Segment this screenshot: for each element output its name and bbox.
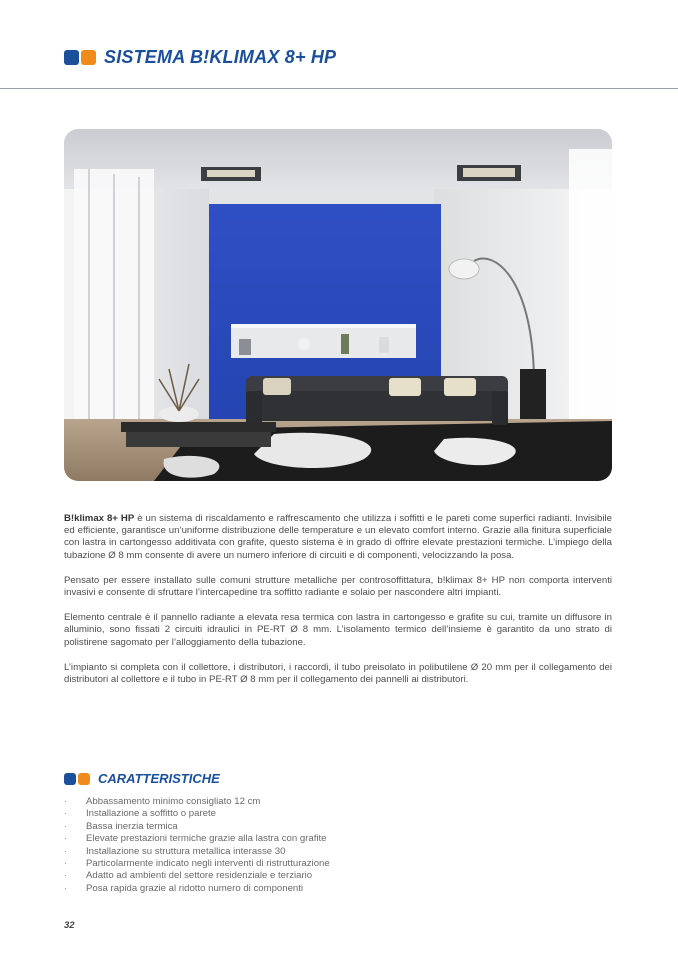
list-item: · Bassa inerzia termica [64, 821, 330, 833]
list-item: · Elevate prestazioni termiche grazie alla lastra con grafite [64, 833, 330, 845]
features-heading: CARATTERISTICHE [64, 771, 220, 786]
two-squares-logo-icon [64, 773, 90, 785]
product-name: B!klimax 8+ HP [64, 513, 135, 524]
list-item: · Posa rapida grazie al ridotto numero di componenti [64, 883, 330, 895]
paragraph-4: L’impianto si completa con il collettore, i distributori, i raccordi, il tubo preisolato in polibutilene Ø 20 mm per il collegamento dei distributori al collettore e il tubo in PE-RT Ø 8 mm per il collegamento dei pannelli ai distributori. [64, 661, 612, 686]
list-item: · Abbassamento minimo consigliato 12 cm [64, 796, 330, 808]
paragraph-3: Elemento centrale è il pannello radiante a elevata resa termica con lastra in cartongesso e grafite su cui, tramite un diffusore in alluminio, sono fissati 2 circuiti idraulici in PE-RT Ø 8 mm. L’isolamento termico dell’insieme è garantito da uno strato di polistirene sagomato per l’alloggiamento della tubazione. [64, 612, 612, 648]
paragraph-1: B!klimax 8+ HP è un sistema di riscaldamento e raffrescamento che utilizza i soffitti e le pareti come superfici radianti. Invisibile ed efficiente, garantisce un’uniforme distribuzione delle temperature e un elevato comfort interno. Grazie alla finitura superficiale con lastra in cartongesso additivata con grafite, questo sistema è in grado di offrire elevate prestazioni termiche. L’impiego della tubazione Ø 8 mm consente di avere un numero inferiore di circuiti e di componenti, velocizzando la posa. [64, 513, 612, 561]
page-number: 32 [64, 920, 75, 931]
two-squares-logo-icon [64, 50, 96, 65]
header-divider [0, 88, 678, 89]
list-item: · Installazione a soffitto o parete [64, 808, 330, 820]
list-item: · Particolarmente indicato negli interventi di ristrutturazione [64, 858, 330, 870]
body-text [64, 513, 612, 699]
page-title: SISTEMA B!KLIMAX 8+ HP [104, 46, 337, 67]
list-item: · Installazione su struttura metallica interasse 30 [64, 846, 330, 858]
paragraph-2: Pensato per essere installato sulle comuni strutture metalliche per controsoffittatura, b!klimax 8+ HP non comporta interventi invasivi e consente di sfruttare l’intercapedine tra soffitto radiante e solaio per nascondere altri impianti. [64, 574, 612, 599]
page-header [64, 44, 336, 70]
list-item: · Adatto ad ambienti del settore residenziale e terziario [64, 870, 330, 882]
features-list [64, 796, 330, 895]
living-room-photo [64, 129, 612, 481]
